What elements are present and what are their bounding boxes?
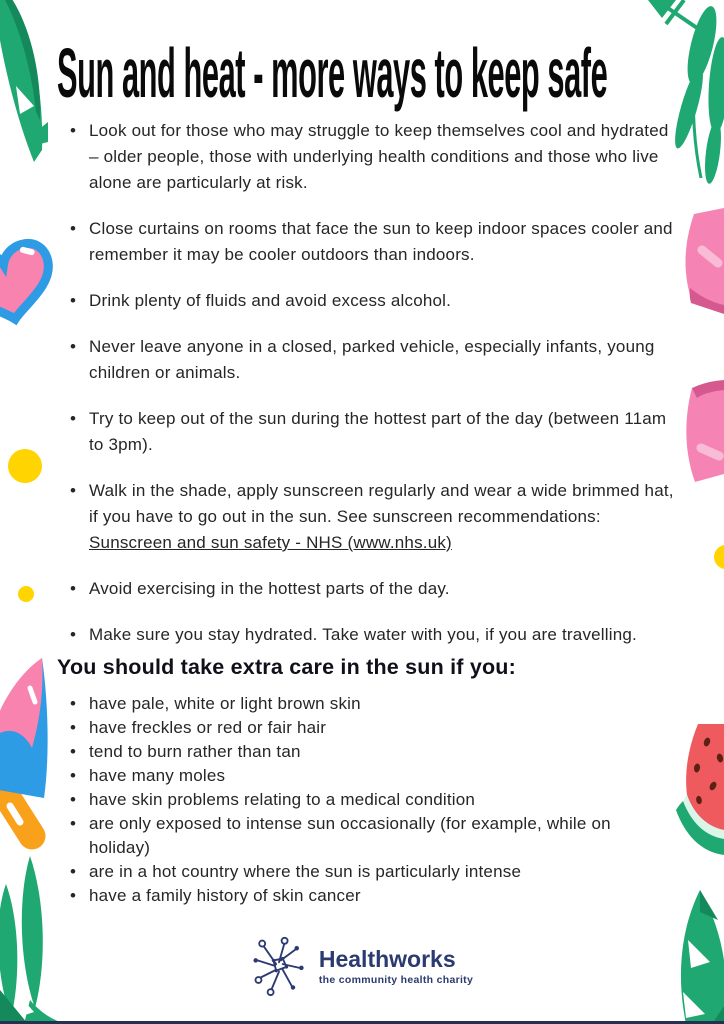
safety-tip-item (68, 478, 680, 556)
tip-text: Try to keep out of the sun during the hottest part of the day (between 11am to 3pm). (89, 409, 667, 454)
footer-logo (0, 936, 724, 996)
tip-text: Drink plenty of fluids and avoid excess alcohol. (89, 291, 452, 310)
care-text: have pale, white or light brown skin (89, 694, 361, 713)
care-item (68, 884, 668, 908)
safety-tip-item (68, 576, 680, 602)
care-text: are in a hot country where the sun is particularly intense (89, 862, 522, 881)
tip-text: Never leave anyone in a closed, parked vehicle, especially infants, young children or animals. (89, 337, 655, 382)
care-item (68, 860, 668, 884)
care-item (68, 740, 668, 764)
extra-care-heading: You should take extra care in the sun if you: (57, 655, 516, 679)
care-item (68, 812, 668, 860)
care-text: tend to burn rather than tan (89, 742, 301, 761)
tip-text: Walk in the shade, apply sunscreen regularly and wear a wide brimmed hat, if you have to go out in the sun. See sunscreen recommendations: (89, 481, 674, 526)
tip-text: Close curtains on rooms that face the sun to keep indoor spaces cooler and remember it may be cooler outdoors than indoors. (89, 219, 673, 264)
footer-text (319, 946, 473, 986)
care-item (68, 788, 668, 812)
care-item (68, 692, 668, 716)
safety-tip-item (68, 334, 680, 386)
extra-care-list (68, 692, 668, 908)
care-text: have many moles (89, 766, 226, 785)
safety-tip-item (68, 118, 680, 196)
care-text: have a family history of skin cancer (89, 886, 361, 905)
safety-tips-list (68, 118, 680, 668)
care-text: have skin problems relating to a medical condition (89, 790, 476, 809)
page-title: Sun and heat - more ways to keep safe (57, 34, 608, 112)
care-text: are only exposed to intense sun occasionally (for example, while on holiday) (89, 814, 611, 857)
logo-brand-name: Healthworks (318, 946, 456, 972)
tip-text: Avoid exercising in the hottest parts of the day. (89, 579, 450, 598)
nhs-sunscreen-link[interactable]: Sunscreen and sun safety - NHS (www.nhs.uk) (89, 533, 452, 552)
tip-text: Look out for those who may struggle to keep themselves cool and hydrated – older people, those with underlying health conditions and those who live alone are particularly at risk. (89, 121, 669, 192)
tip-text: Make sure you stay hydrated. Take water with you, if you are travelling. (89, 625, 637, 644)
safety-tip-item (68, 622, 680, 648)
safety-tip-item (68, 406, 680, 458)
safety-tip-item (68, 288, 680, 314)
safety-tip-item (68, 216, 680, 268)
logo-tagline: the community health charity (318, 974, 474, 986)
care-item (68, 716, 668, 740)
healthworks-network-icon (251, 936, 307, 996)
care-text: have freckles or red or fair hair (89, 718, 327, 737)
care-item (68, 764, 668, 788)
